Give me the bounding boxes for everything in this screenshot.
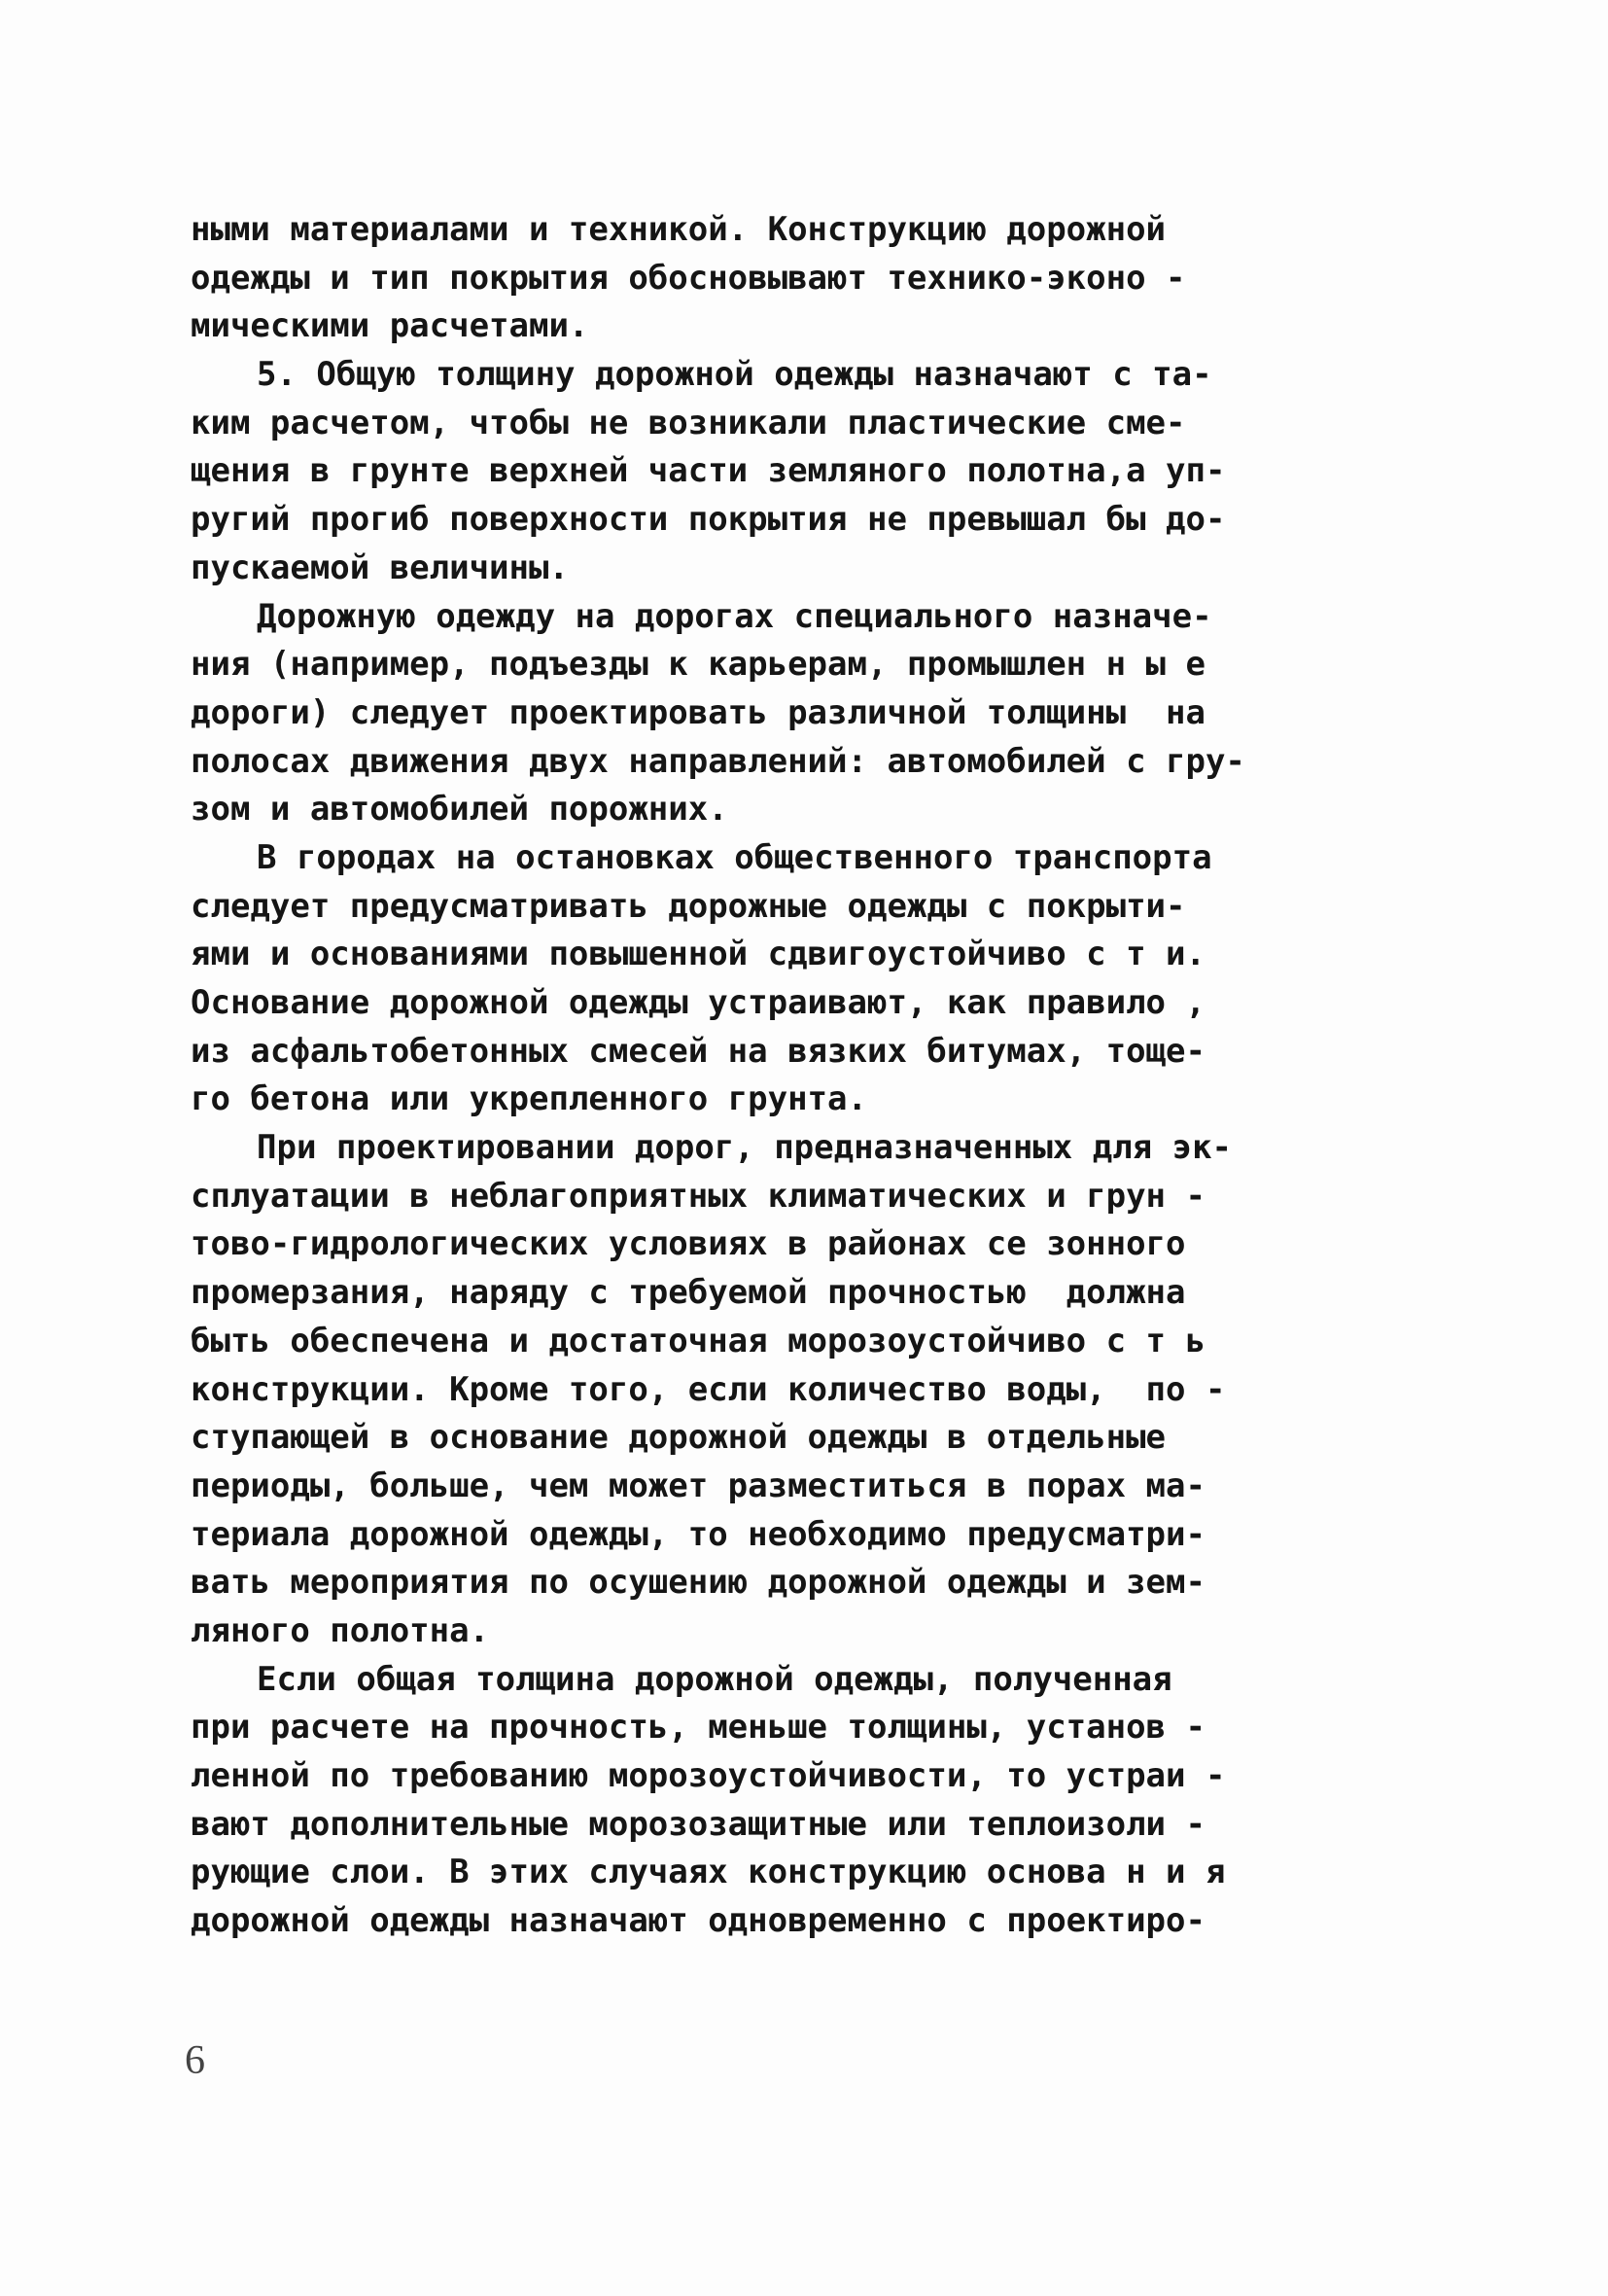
text-line: полосах движения двух направлений: автомобилей с гру- (191, 741, 1245, 781)
text-line: вают дополнительные морозозащитные или теплоизоли - (191, 1804, 1206, 1844)
paragraph-first-line: 5. Общую толщину дорожной одежды назначают с та- (257, 355, 1212, 395)
paragraph-first-line: Если общая толщина дорожной одежды, полученная (257, 1659, 1172, 1699)
text-line: щения в грунте верхней части земляного полотна,а уп- (191, 451, 1226, 491)
text-line: зом и автомобилей порожних. (191, 790, 728, 830)
text-line: ленной по требованию морозоустойчивости, то устраи - (191, 1756, 1226, 1795)
body-text (191, 206, 1437, 1946)
text-line: периоды, больше, чем может разместиться в порах ма- (191, 1466, 1206, 1505)
text-line: дороги) следует проектировать различной толщины на (191, 692, 1206, 732)
text-line: ступающей в основание дорожной одежды в отдельные (191, 1418, 1167, 1458)
text-line: промерзания, наряду с требуемой прочностью должна (191, 1273, 1186, 1313)
paragraph-first-line: При проектировании дорог, предназначенных для эк- (257, 1128, 1233, 1168)
paragraph-first-line: Дорожную одежду на дорогах специального назначе- (257, 596, 1212, 636)
text-line: мическими расчетами. (191, 306, 589, 346)
text-line: ями и основаниями повышенной сдвигоустойчиво с т и. (191, 935, 1206, 974)
text-line: конструкции. Кроме того, если количество воды, по - (191, 1369, 1226, 1409)
text-line: Основание дорожной одежды устраивают, как правило , (191, 983, 1206, 1022)
text-line: териала дорожной одежды, то необходимо предусматри- (191, 1514, 1206, 1554)
text-line: при расчете на прочность, меньше толщины, установ - (191, 1708, 1206, 1748)
text-line: ким расчетом, чтобы не возникали пластические сме- (191, 403, 1186, 442)
text-line: одежды и тип покрытия обосновывают технико-эконо - (191, 258, 1186, 298)
text-line: ными материалами и техникой. Конструкцию дорожной (191, 210, 1167, 249)
text-line: ругий прогиб поверхности покрытия не превышал бы до- (191, 500, 1226, 540)
text-line: сплуатации в неблагоприятных климатических и грун - (191, 1176, 1206, 1216)
text-line: следует предусматривать дорожные одежды с покрыти- (191, 886, 1186, 926)
text-line: ляного полотна. (191, 1610, 490, 1650)
text-line: вать мероприятия по осушению дорожной одежды и зем- (191, 1563, 1206, 1603)
text-line: го бетона или укрепленного грунта. (191, 1079, 867, 1119)
text-line: из асфальтобетонных смесей на вязких битумах, тоще- (191, 1031, 1206, 1071)
text-line: тово-гидрологических условиях в районах се зонного (191, 1224, 1186, 1264)
text-line: пускаемой величины. (191, 548, 569, 587)
page-number: 6 (185, 2038, 205, 2083)
paragraph-first-line: В городах на остановках общественного транспорта (257, 837, 1212, 877)
text-line: ния (например, подъезды к карьерам, промышлен н ы е (191, 645, 1206, 685)
text-line: быть обеспечена и достаточная морозоустойчиво с т ь (191, 1321, 1206, 1360)
text-line: дорожной одежды назначают одновременно с проектиро- (191, 1901, 1206, 1941)
text-line: рующие слои. В этих случаях конструкцию основа н и я (191, 1853, 1226, 1892)
